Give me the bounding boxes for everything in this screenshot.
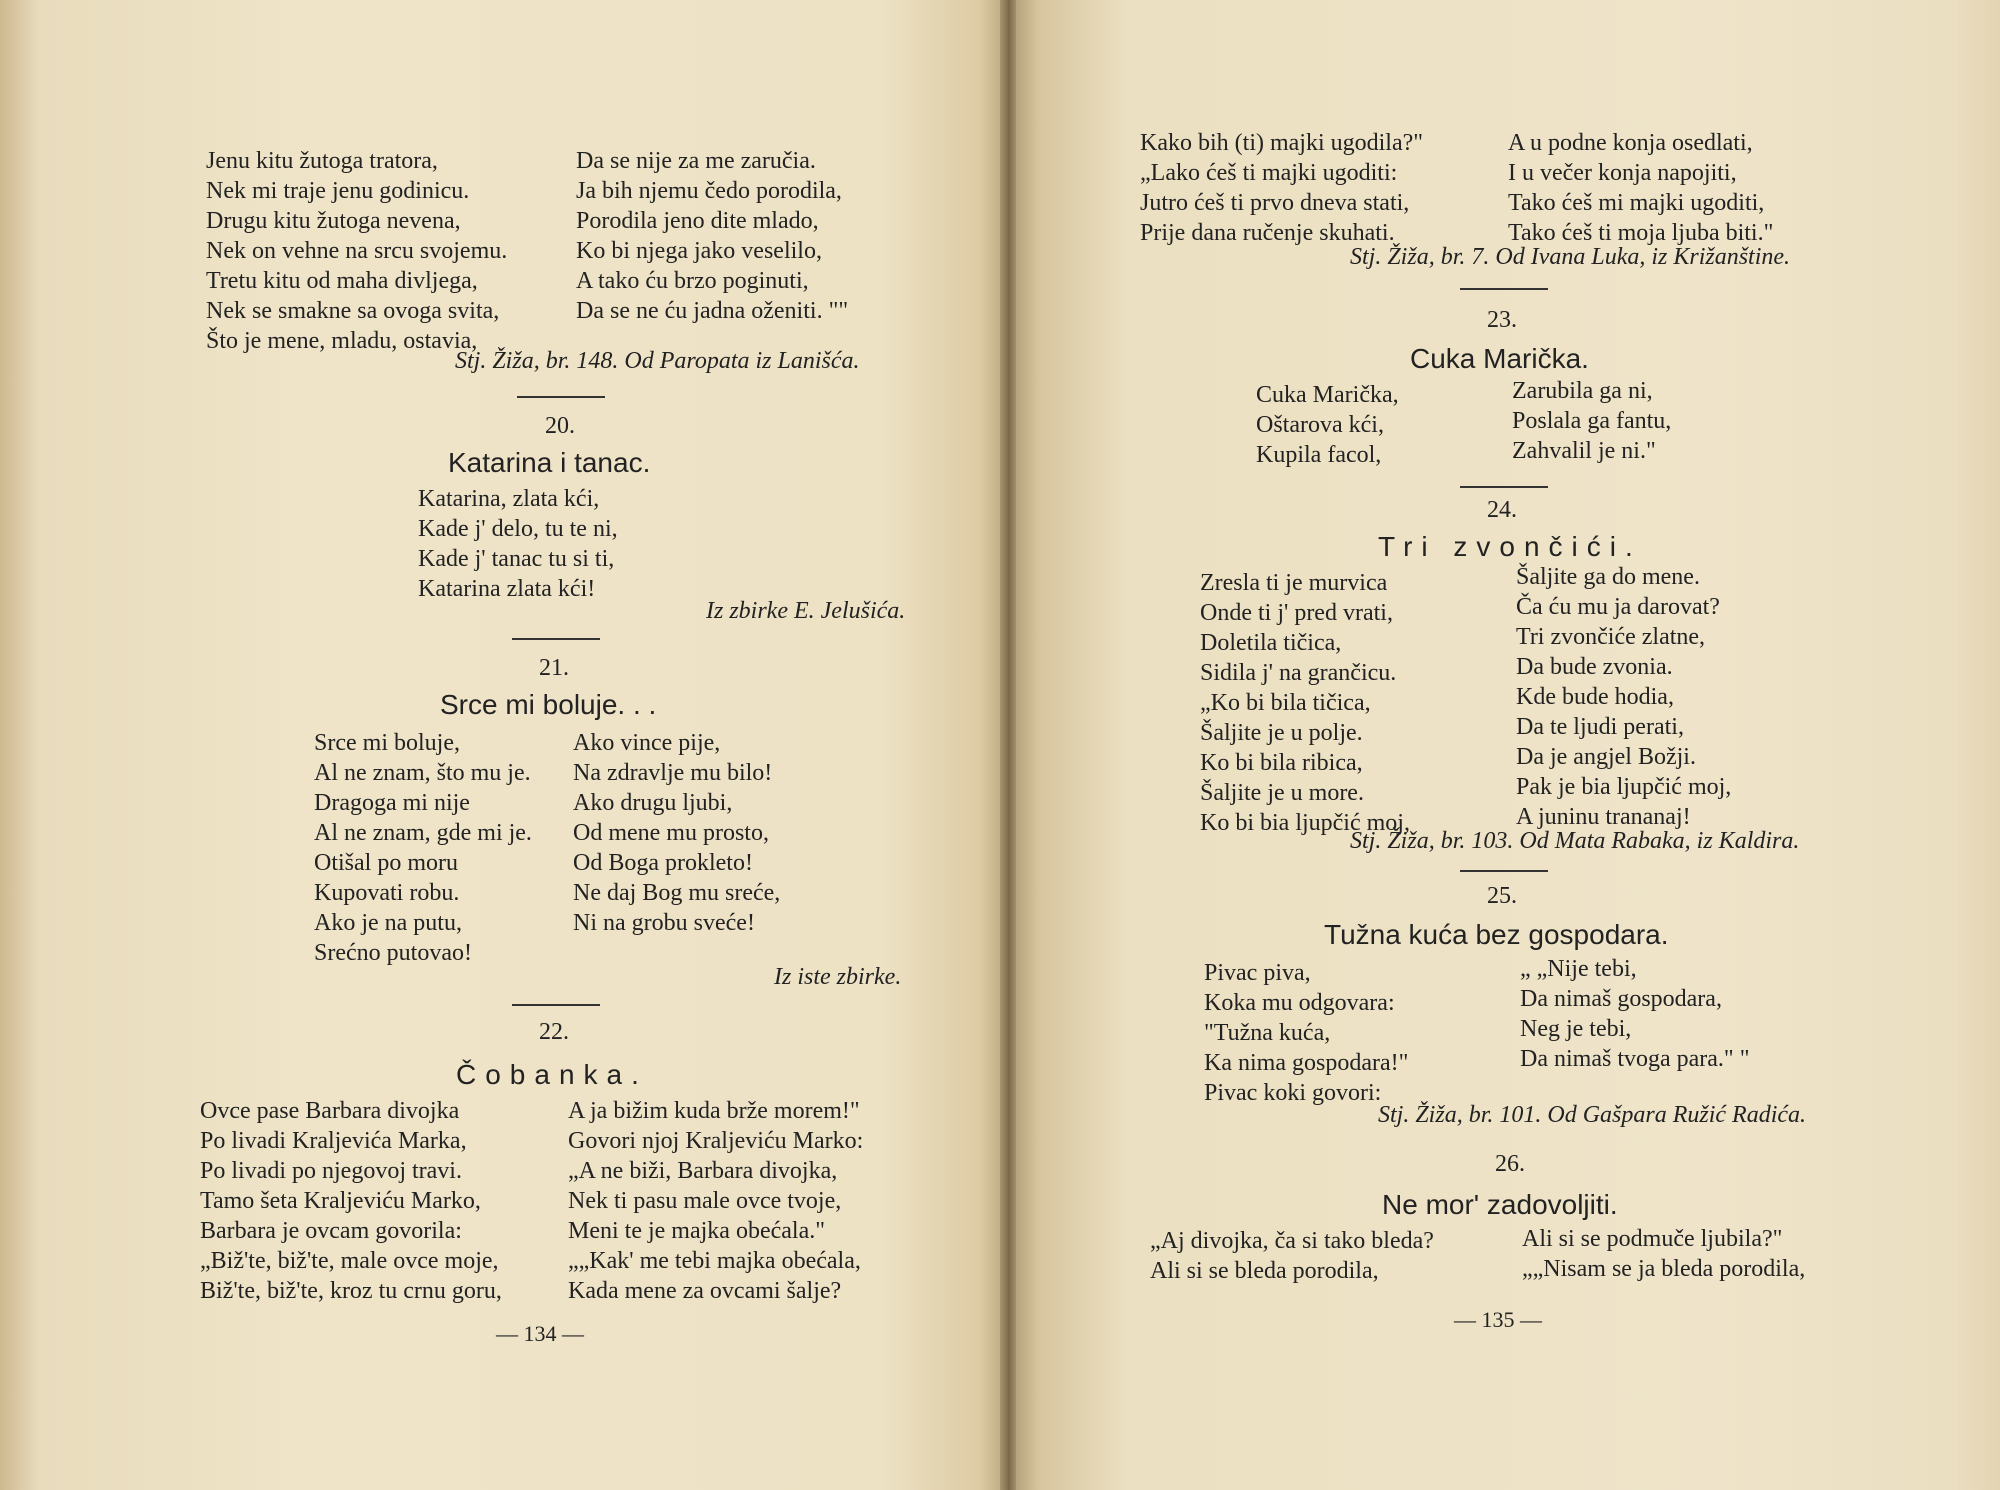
poem-column-left xyxy=(1204,958,1408,1108)
poem-title: Tri zvončići. xyxy=(1378,531,1642,562)
verse-line: „Lako ćeš ti majki ugoditi: xyxy=(1140,160,1398,186)
poem-title: Ne mor' zadovoljiti. xyxy=(1382,1189,1618,1220)
poem-source: Stj. Žiža, br. 7. Od Ivana Luka, iz Križanštine. xyxy=(1350,244,1791,270)
poem-title: Srce mi boluje. . . xyxy=(440,689,657,720)
verse-line: „Ko bi bila tičica, xyxy=(1200,690,1371,716)
poem-column-right xyxy=(1522,1224,1805,1284)
verse-line: Srce mi boluje, xyxy=(314,730,460,756)
verse-line: Katarina zlata kći! xyxy=(418,576,596,602)
poem-number: 25. xyxy=(1487,883,1517,909)
verse-line: Prije dana ručenje skuhati. xyxy=(1140,220,1395,246)
poem-source: Iz zbirke E. Jelušića. xyxy=(706,598,906,624)
verse-line: Ali si se bleda porodila, xyxy=(1150,1258,1379,1284)
verse-line: A tako ću brzo poginuti, xyxy=(576,268,809,294)
verse-line: Tamo šeta Kraljeviću Marko, xyxy=(200,1188,481,1214)
verse-line: Tri zvončiće zlatne, xyxy=(1516,624,1706,650)
verse-line: „A ne biži, Barbara divojka, xyxy=(568,1158,838,1184)
verse-line: Da nimaš tvoga para." " xyxy=(1520,1046,1750,1072)
poem-number: 24. xyxy=(1487,497,1517,523)
verse-line: Zarubila ga ni, xyxy=(1512,378,1653,404)
verse-line: Govori njoj Kraljeviću Marko: xyxy=(568,1128,864,1154)
verse-line: Al ne znam, što mu je. xyxy=(314,760,531,786)
poem-source: Iz iste zbirke. xyxy=(774,964,902,990)
verse-line: Da se ne ću jadna oženiti. "" xyxy=(576,298,849,324)
verse-line: Po livadi po njegovoj travi. xyxy=(200,1158,462,1184)
section-divider xyxy=(1460,288,1548,290)
verse-line: Srećno putovao! xyxy=(314,940,472,966)
page-number: — 135 — xyxy=(1454,1307,1542,1332)
verse-line: Da je angjel Božji. xyxy=(1516,744,1696,770)
verse-line: Kade j' tanac tu si ti, xyxy=(418,546,615,572)
verse-line: Kupovati robu. xyxy=(314,880,460,906)
verse-line: A ja bižim kuda brže morem!" xyxy=(568,1098,860,1124)
verse-line: Jenu kitu žutoga tratora, xyxy=(206,148,438,174)
verse-line: Sidila j' na grančicu. xyxy=(1200,660,1397,686)
verse-line: Pivac koki govori: xyxy=(1204,1080,1382,1106)
verse-line: Tako ćeš mi majki ugoditi, xyxy=(1508,190,1765,216)
verse-line: Zresla ti je murvica xyxy=(1200,570,1388,596)
poem-column-right xyxy=(1516,562,1731,832)
verse-line: „„Nisam se ja bleda porodila, xyxy=(1522,1256,1806,1282)
verse-line: Cuka Marička, xyxy=(1256,382,1399,408)
verse-line: „Biž'te, biž'te, male ovce moje, xyxy=(200,1248,499,1274)
verse-line: Kada mene za ovcami šalje? xyxy=(568,1278,842,1304)
verse-line: Ako je na putu, xyxy=(314,910,462,936)
verse-line: Kupila facol, xyxy=(1256,442,1382,468)
poem-column-left xyxy=(1140,128,1423,248)
verse-line: Jutro ćeš ti prvo dneva stati, xyxy=(1140,190,1410,216)
section-divider xyxy=(512,638,600,640)
verse-line: Ka nima gospodara!" xyxy=(1204,1050,1409,1076)
verse-line: Al ne znam, gde mi je. xyxy=(314,820,532,846)
verse-line: Ako drugu ljubi, xyxy=(573,790,733,816)
verse-line: "Tužna kuća, xyxy=(1204,1020,1331,1046)
verse-line: Neg je tebi, xyxy=(1520,1016,1632,1042)
verse-line: Pak je bia ljupčić moj, xyxy=(1516,774,1732,800)
verse-line: Barbara je ovcam govorila: xyxy=(200,1218,462,1244)
verse-line: Ovce pase Barbara divojka xyxy=(200,1098,460,1124)
poem-verses xyxy=(418,484,618,604)
verse-line: „ „Nije tebi, xyxy=(1520,956,1637,982)
page-number: — 134 — xyxy=(496,1321,584,1346)
poem-column-left xyxy=(206,146,507,356)
verse-line: „Aj divojka, ča si tako bleda? xyxy=(1150,1228,1434,1254)
verse-line: Pivac piva, xyxy=(1204,960,1311,986)
verse-line: Kde bude hodia, xyxy=(1516,684,1674,710)
verse-line: Ali si se podmuče ljubila?" xyxy=(1522,1226,1783,1252)
poem-title: Tužna kuća bez gospodara. xyxy=(1324,919,1669,950)
poem-column-right xyxy=(576,146,848,326)
verse-line: Kade j' delo, tu te ni, xyxy=(418,516,618,542)
verse-line: Ni na grobu sveće! xyxy=(573,910,755,936)
poem-column-right xyxy=(1512,376,1671,466)
verse-line: Šaljite je u more. xyxy=(1200,780,1364,806)
verse-line: Otišal po moru xyxy=(314,850,458,876)
verse-line: Da se nije za me zaručia. xyxy=(576,148,816,174)
poem-column-right xyxy=(573,728,780,938)
section-divider xyxy=(1460,870,1548,872)
verse-line: Nek mi traje jenu godinicu. xyxy=(206,178,470,204)
verse-line: A juninu trananaj! xyxy=(1516,804,1691,830)
verse-line: Katarina, zlata kći, xyxy=(418,486,600,512)
poem-source: Stj. Žiža, br. 148. Od Paropata iz Lanišća. xyxy=(455,348,860,374)
verse-line: Šaljite je u polje. xyxy=(1200,720,1363,746)
verse-line: A u podne konja osedlati, xyxy=(1508,130,1753,156)
section-divider xyxy=(512,1004,600,1006)
poem-column-left xyxy=(1200,568,1410,838)
verse-line: Koka mu odgovara: xyxy=(1204,990,1395,1016)
poem-number: 22. xyxy=(539,1019,569,1045)
poem-title: Čobanka. xyxy=(456,1059,648,1090)
poem-column-left xyxy=(1256,380,1399,470)
verse-line: Da te ljudi perati, xyxy=(1516,714,1684,740)
verse-line: Šaljite ga do mene. xyxy=(1516,564,1700,590)
verse-line: Ja bih njemu čedo porodila, xyxy=(576,178,842,204)
section-divider xyxy=(1460,486,1548,488)
verse-line: Od Boga prokleto! xyxy=(573,850,753,876)
verse-line: Tako ćeš ti moja ljuba biti." xyxy=(1508,220,1774,246)
verse-line: Ča ću mu ja darovat? xyxy=(1516,594,1720,620)
verse-line: Doletila tičica, xyxy=(1200,630,1342,656)
poem-number: 26. xyxy=(1495,1151,1525,1177)
verse-line: Ko bi bila ribica, xyxy=(1200,750,1363,776)
verse-line: Ko bi njega jako veselilo, xyxy=(576,238,822,264)
poem-source: Stj. Žiža, br. 103. Od Mata Rabaka, iz Kaldira. xyxy=(1350,828,1800,854)
poem-column-right xyxy=(568,1096,863,1306)
verse-line: Zahvalil je ni." xyxy=(1512,438,1656,464)
verse-line: Od mene mu prosto, xyxy=(573,820,769,846)
verse-line: Meni te je majka obećala." xyxy=(568,1218,826,1244)
verse-line: Oštarova kći, xyxy=(1256,412,1384,438)
poem-column-right xyxy=(1520,954,1750,1074)
verse-line: „„Kak' me tebi majka obećala, xyxy=(568,1248,861,1274)
verse-line: Nek ti pasu male ovce tvoje, xyxy=(568,1188,842,1214)
verse-line: Na zdravlje mu bilo! xyxy=(573,760,773,786)
right-page xyxy=(1008,0,2000,1490)
verse-line: Porodila jeno dite mlado, xyxy=(576,208,819,234)
poem-number: 23. xyxy=(1487,307,1517,333)
verse-line: Što je mene, mladu, ostavia, xyxy=(206,328,478,354)
poem-column-right xyxy=(1508,128,1773,248)
poem-column-left xyxy=(200,1096,502,1306)
verse-line: Poslala ga fantu, xyxy=(1512,408,1672,434)
poem-number: 21. xyxy=(539,655,569,681)
verse-line: Nek se smakne sa ovoga svita, xyxy=(206,298,500,324)
poem-title: Cuka Marička. xyxy=(1410,343,1589,374)
book-spine xyxy=(1000,0,1016,1490)
verse-line: Ne daj Bog mu sreće, xyxy=(573,880,781,906)
poem-column-left xyxy=(314,728,532,968)
verse-line: Biž'te, biž'te, kroz tu crnu goru, xyxy=(200,1278,502,1304)
verse-line: Da nimaš gospodara, xyxy=(1520,986,1722,1012)
verse-line: Ako vince pije, xyxy=(573,730,721,756)
poem-number: 20. xyxy=(545,413,575,439)
verse-line: Drugu kitu žutoga nevena, xyxy=(206,208,461,234)
verse-line: Kako bih (ti) majki ugodila?" xyxy=(1140,130,1424,156)
verse-line: Da bude zvonia. xyxy=(1516,654,1673,680)
poem-title: Katarina i tanac. xyxy=(448,447,651,478)
poem-source: Stj. Žiža, br. 101. Od Gašpara Ružić Radića. xyxy=(1378,1102,1807,1128)
verse-line: Onde ti j' pred vrati, xyxy=(1200,600,1393,626)
verse-line: Ko bi bia ljupčić moj, xyxy=(1200,810,1410,836)
verse-line: Nek on vehne na srcu svojemu. xyxy=(206,238,508,264)
verse-line: Po livadi Kraljevića Marka, xyxy=(200,1128,467,1154)
verse-line: I u večer konja napojiti, xyxy=(1508,160,1737,186)
poem-column-left xyxy=(1150,1226,1434,1286)
verse-line: Dragoga mi nije xyxy=(314,790,470,816)
section-divider xyxy=(517,396,605,398)
verse-line: Tretu kitu od maha divljega, xyxy=(206,268,478,294)
